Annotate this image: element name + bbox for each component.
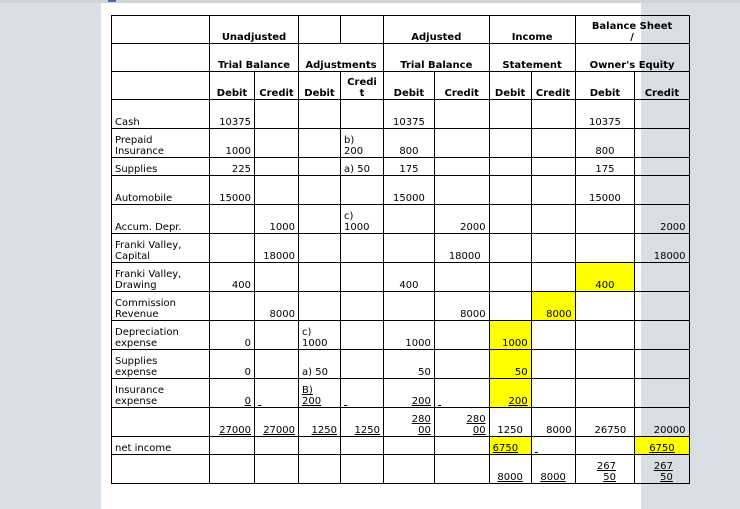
blank-cell <box>434 129 489 158</box>
bs-debit-value: 175 <box>575 158 635 176</box>
ut-credit-total <box>255 408 299 437</box>
blank-cell <box>341 437 384 455</box>
col-adj-credit <box>341 72 384 100</box>
blank-cell <box>434 158 489 176</box>
blank-cell <box>341 234 384 263</box>
label-line2: Revenue <box>115 309 159 320</box>
ut-debit-total <box>210 408 255 437</box>
blank-cell <box>341 455 384 484</box>
adj-credit-value: a) 50 <box>341 158 384 176</box>
is-debit-total: 1250 <box>489 408 531 437</box>
blank-cell <box>489 100 531 129</box>
underlined-amount: 200 <box>508 396 528 407</box>
blank-cell <box>531 321 575 350</box>
label-line1: Insurance <box>115 385 165 396</box>
blank-cell <box>635 379 689 408</box>
blank-cell <box>489 205 531 234</box>
adj-credit-value <box>341 129 384 158</box>
col-is-credit: Credit <box>531 72 575 100</box>
ut-debit-value: 10375 <box>210 100 255 129</box>
blank-cell <box>299 129 341 158</box>
final-value: 8000 <box>497 472 523 483</box>
row-label: Accum. Depr. <box>112 205 210 234</box>
blank-cell <box>489 292 531 321</box>
label-line2: expense <box>115 396 158 407</box>
blank-cell <box>489 158 531 176</box>
bs-credit-value: 2000 <box>635 205 689 234</box>
table-row-drawing <box>112 263 690 292</box>
blank-cell <box>341 350 384 379</box>
col-ut-debit: Debit <box>210 72 255 100</box>
blank-cell <box>489 234 531 263</box>
final-value: 8000 <box>540 472 566 483</box>
blank-cell <box>434 263 489 292</box>
blank-cell <box>531 379 575 408</box>
header-adjusted: Adjusted <box>384 16 490 44</box>
final-value: 26750 <box>653 461 673 483</box>
blank-cell <box>299 263 341 292</box>
blank-cell <box>299 158 341 176</box>
blank-cell <box>575 234 635 263</box>
at-debit-value: 10375 <box>384 100 435 129</box>
table-row-totals <box>112 408 690 437</box>
table-row-supplies <box>112 158 690 176</box>
label-line2: expense <box>115 338 158 349</box>
blank-cell <box>635 176 689 205</box>
at-debit-value: 800 <box>384 129 435 158</box>
blank-cell <box>635 350 689 379</box>
ut-debit-value <box>210 379 255 408</box>
table-row-insurance-expense <box>112 379 690 408</box>
at-debit-value: 15000 <box>384 176 435 205</box>
row-label <box>112 321 210 350</box>
blank-cell <box>299 292 341 321</box>
blank-cell <box>112 16 210 44</box>
label-line1: Prepaid <box>115 135 153 146</box>
adj-credit-value <box>341 205 384 234</box>
blank-cell <box>210 234 255 263</box>
header-row-1 <box>112 16 690 44</box>
bs-credit-value <box>635 437 689 455</box>
blank-cell <box>531 205 575 234</box>
blank-cell <box>210 437 255 455</box>
blank-cell <box>635 158 689 176</box>
table-row-prepaid-insurance <box>112 129 690 158</box>
label-line2: Drawing <box>115 280 157 291</box>
row-label <box>112 350 210 379</box>
worksheet-table <box>111 15 690 484</box>
blank-cell <box>635 321 689 350</box>
header-adjustments: Adjustments <box>299 44 384 72</box>
ut-debit-value: 400 <box>210 263 255 292</box>
blank-cell <box>341 16 384 44</box>
blank-cell <box>531 158 575 176</box>
table-row-depreciation-expense <box>112 321 690 350</box>
blank-cell <box>531 100 575 129</box>
at-debit-value: 175 <box>384 158 435 176</box>
at-debit-total <box>384 408 435 437</box>
total-value: 1250 <box>354 425 380 436</box>
is-debit-value <box>489 379 531 408</box>
at-credit-value: 18000 <box>434 234 489 263</box>
header-balance-sheet <box>575 16 689 44</box>
blank-cell <box>299 437 341 455</box>
blank-cell <box>112 455 210 484</box>
blank-cell <box>575 321 635 350</box>
is-credit-final <box>531 455 575 484</box>
adj-debit-value: a) 50 <box>299 350 341 379</box>
blank-cell <box>341 292 384 321</box>
header-owners-equity: Owner's Equity <box>575 44 689 72</box>
blank-cell <box>531 350 575 379</box>
net-income-amount: 6750 <box>649 443 675 454</box>
blank-cell <box>635 100 689 129</box>
bs-debit-total: 26750 <box>575 408 635 437</box>
cursor-marker <box>108 0 116 2</box>
adj-credit-l2: t <box>359 88 365 99</box>
adj-ref: c) <box>344 211 354 222</box>
label-line1: Commission <box>115 298 177 309</box>
blank-cell <box>255 158 299 176</box>
bs-debit-value: 10375 <box>575 100 635 129</box>
col-at-credit: Credit <box>434 72 489 100</box>
header-income: Income <box>489 16 575 44</box>
underline-mark <box>531 437 575 455</box>
row-label: Supplies <box>112 158 210 176</box>
blank-cell <box>531 176 575 205</box>
blank-cell <box>255 350 299 379</box>
blank-cell <box>434 100 489 129</box>
header-row-2 <box>112 44 690 72</box>
balance-sheet-line1: Balance Sheet <box>591 21 673 32</box>
at-credit-total <box>434 408 489 437</box>
total-value: 28000 <box>466 414 486 436</box>
blank-cell <box>384 234 435 263</box>
ut-debit-value: 15000 <box>210 176 255 205</box>
blank-cell <box>299 455 341 484</box>
blank-cell <box>112 44 210 72</box>
table-row-cash <box>112 100 690 129</box>
blank-cell <box>531 129 575 158</box>
adj-debit-total <box>299 408 341 437</box>
blank-cell <box>531 234 575 263</box>
blank-cell <box>434 455 489 484</box>
at-credit-value: 2000 <box>434 205 489 234</box>
blank-cell <box>575 379 635 408</box>
header-trial-balance: Trial Balance <box>210 44 299 72</box>
total-value: 27000 <box>219 425 251 436</box>
blank-cell <box>255 176 299 205</box>
is-credit-total: 8000 <box>531 408 575 437</box>
row-label <box>112 234 210 263</box>
blank-cell <box>341 100 384 129</box>
blank-cell <box>255 321 299 350</box>
at-debit-value: 50 <box>384 350 435 379</box>
header-statement: Statement <box>489 44 575 72</box>
blank-cell <box>489 263 531 292</box>
blank-cell <box>434 437 489 455</box>
bs-credit-total: 20000 <box>635 408 689 437</box>
blank-cell <box>299 100 341 129</box>
adj-ref: b) <box>344 135 355 146</box>
adj-debit-value <box>299 321 341 350</box>
at-debit-value <box>384 379 435 408</box>
ut-credit-value: 8000 <box>255 292 299 321</box>
row-label <box>112 129 210 158</box>
underline-mark <box>341 379 384 408</box>
col-bs-credit: Credit <box>635 72 689 100</box>
adj-ref: B) <box>302 385 313 396</box>
net-income-amount: 6750 <box>492 443 519 454</box>
header-row-3 <box>112 72 690 100</box>
table-row-capital <box>112 234 690 263</box>
is-debit-value <box>489 437 531 455</box>
label-line2: expense <box>115 367 158 378</box>
table-row-accum-depr <box>112 205 690 234</box>
bs-credit-value: 18000 <box>635 234 689 263</box>
total-value: 28000 <box>411 414 431 436</box>
blank-cell <box>575 292 635 321</box>
blank-cell <box>299 176 341 205</box>
at-debit-value: 400 <box>384 263 435 292</box>
header-adjusted-trial-balance: Trial Balance <box>384 44 490 72</box>
final-value: 26750 <box>596 461 616 483</box>
blank-cell <box>384 292 435 321</box>
ut-debit-value: 1000 <box>210 129 255 158</box>
label-line1: Depreciation <box>115 327 179 338</box>
blank-cell <box>384 437 435 455</box>
ut-credit-value: 1000 <box>255 205 299 234</box>
header-unadjusted: Unadjusted <box>210 16 299 44</box>
underline-mark <box>255 379 299 408</box>
row-label: Automobile <box>112 176 210 205</box>
col-adj-debit: Debit <box>299 72 341 100</box>
ut-credit-value: 18000 <box>255 234 299 263</box>
table-row-commission-revenue <box>112 292 690 321</box>
blank-cell <box>384 455 435 484</box>
at-debit-value: 1000 <box>384 321 435 350</box>
col-bs-debit: Debit <box>575 72 635 100</box>
blank-cell <box>255 455 299 484</box>
label-line2: Insurance <box>115 146 165 157</box>
row-label <box>112 263 210 292</box>
blank-cell <box>299 16 341 44</box>
blank-cell <box>635 263 689 292</box>
blank-cell <box>434 321 489 350</box>
underline-mark <box>434 379 489 408</box>
blank-cell <box>575 205 635 234</box>
at-credit-value: 8000 <box>434 292 489 321</box>
adj-amount: 200 <box>344 146 364 157</box>
blank-cell <box>210 455 255 484</box>
total-value: 1250 <box>311 425 337 436</box>
blank-cell <box>531 263 575 292</box>
blank-cell <box>255 129 299 158</box>
ut-debit-value: 0 <box>210 350 255 379</box>
bs-debit-value: 400 <box>575 263 635 292</box>
blank-cell <box>112 408 210 437</box>
row-label <box>112 379 210 408</box>
ut-debit-value: 0 <box>210 321 255 350</box>
row-label: net income <box>112 437 210 455</box>
is-credit-value: 8000 <box>531 292 575 321</box>
label-line1: Franki Valley, <box>115 240 182 251</box>
ut-debit-value: 225 <box>210 158 255 176</box>
is-debit-final <box>489 455 531 484</box>
bs-debit-value: 800 <box>575 129 635 158</box>
blank-cell <box>341 321 384 350</box>
table-row-automobile <box>112 176 690 205</box>
blank-cell <box>255 100 299 129</box>
adj-amount: 1000 <box>302 338 328 349</box>
total-value: 27000 <box>263 425 295 436</box>
blank-cell <box>635 129 689 158</box>
blank-cell <box>434 176 489 205</box>
blank-cell <box>299 205 341 234</box>
col-ut-credit: Credit <box>255 72 299 100</box>
adj-ref: c) <box>302 327 312 338</box>
blank-cell <box>575 350 635 379</box>
label-line2: Capital <box>115 251 151 262</box>
underlined-amount: 0 <box>244 396 251 407</box>
row-label <box>112 292 210 321</box>
adj-amount: 200 <box>302 396 322 407</box>
table-row-final-totals <box>112 455 690 484</box>
bs-debit-value: 15000 <box>575 176 635 205</box>
bs-credit-final <box>635 455 689 484</box>
table-row-net-income <box>112 437 690 455</box>
blank-cell <box>341 176 384 205</box>
table-row-supplies-expense <box>112 350 690 379</box>
is-debit-value: 50 <box>489 350 531 379</box>
label-line1: Franki Valley, <box>115 269 182 280</box>
blank-cell <box>434 350 489 379</box>
bs-debit-final <box>575 455 635 484</box>
row-label: Cash <box>112 100 210 129</box>
blank-cell <box>575 437 635 455</box>
blank-cell <box>635 292 689 321</box>
blank-cell <box>341 263 384 292</box>
blank-cell <box>112 72 210 100</box>
blank-cell <box>210 205 255 234</box>
balance-sheet-line2: / <box>630 32 634 43</box>
underlined-amount: 200 <box>411 396 431 407</box>
col-at-debit: Debit <box>384 72 435 100</box>
blank-cell <box>489 129 531 158</box>
adj-credit-l1: Credi <box>347 77 377 88</box>
adj-credit-total <box>341 408 384 437</box>
is-debit-value: 1000 <box>489 321 531 350</box>
blank-cell <box>384 205 435 234</box>
adj-debit-value <box>299 379 341 408</box>
blank-cell <box>210 292 255 321</box>
label-line1: Supplies <box>115 356 158 367</box>
adj-amount: 1000 <box>344 222 370 233</box>
blank-cell <box>489 176 531 205</box>
blank-cell <box>255 263 299 292</box>
blank-cell <box>299 234 341 263</box>
col-is-debit: Debit <box>489 72 531 100</box>
blank-cell <box>255 437 299 455</box>
